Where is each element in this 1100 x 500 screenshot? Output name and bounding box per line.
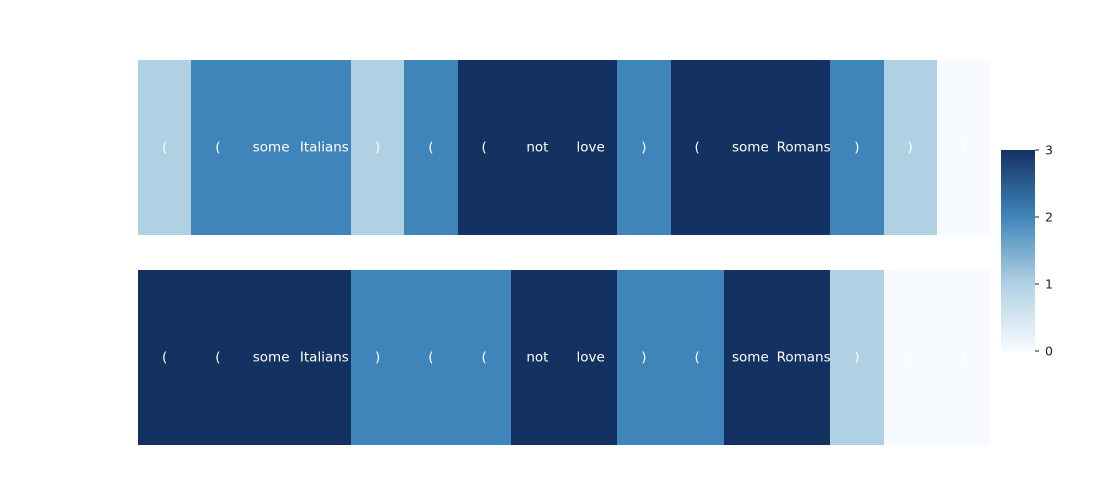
cell-token-label: ( — [694, 139, 700, 156]
cell-token-label: ) — [907, 349, 913, 366]
cell-token-label: some — [732, 349, 769, 366]
cell-token-label: ) — [960, 349, 967, 366]
cell-token-label: ) — [907, 139, 913, 156]
cell-token-label: Italians — [299, 349, 349, 366]
cell-token-label: ) — [960, 139, 967, 156]
cell-token-label: Italians — [299, 139, 349, 156]
colorbar-fill — [1001, 150, 1035, 351]
cell-token-label: ( — [481, 349, 487, 366]
cell-token-label: ( — [215, 349, 221, 366]
cell-token-label: some — [252, 139, 290, 156]
cell-token-label: ) — [854, 349, 860, 366]
cell-token-label: ) — [854, 139, 860, 156]
cell-token-label: Romans — [776, 349, 831, 366]
cell-token-label: ( — [481, 139, 487, 156]
cell-token-label: Romans — [776, 139, 831, 156]
cell-token-label: not — [526, 139, 549, 156]
cell-token-label: some — [252, 349, 290, 366]
cell-token-label: love — [576, 349, 605, 366]
colorbar-tick-label: 3 — [1045, 142, 1053, 158]
heatmap-row-1 — [138, 60, 991, 235]
cell-token-label: ( — [428, 349, 434, 366]
colorbar-tick-label: 1 — [1045, 276, 1053, 292]
cell-token-label: ) — [641, 349, 647, 366]
cell-token-label: some — [732, 139, 769, 156]
cell-token-label: ) — [641, 139, 647, 156]
colorbar — [1001, 143, 1053, 359]
cell-token-label: ( — [161, 139, 168, 156]
cell-token-label: ( — [428, 139, 434, 156]
heatmap-row-2 — [138, 270, 991, 445]
cell-token-label: ( — [161, 349, 168, 366]
cell-token-label: ( — [215, 139, 221, 156]
cell-token-label: ) — [374, 139, 381, 156]
cell-token-label: ( — [694, 349, 700, 366]
colorbar-ticks — [1035, 143, 1053, 359]
colorbar-tick-label: 0 — [1045, 343, 1053, 359]
cell-token-label: love — [576, 139, 605, 156]
cell-token-label: ) — [374, 349, 381, 366]
cell-token-label: not — [526, 349, 549, 366]
heatmap-rows — [138, 60, 991, 445]
colorbar-tick-label: 2 — [1045, 209, 1053, 225]
